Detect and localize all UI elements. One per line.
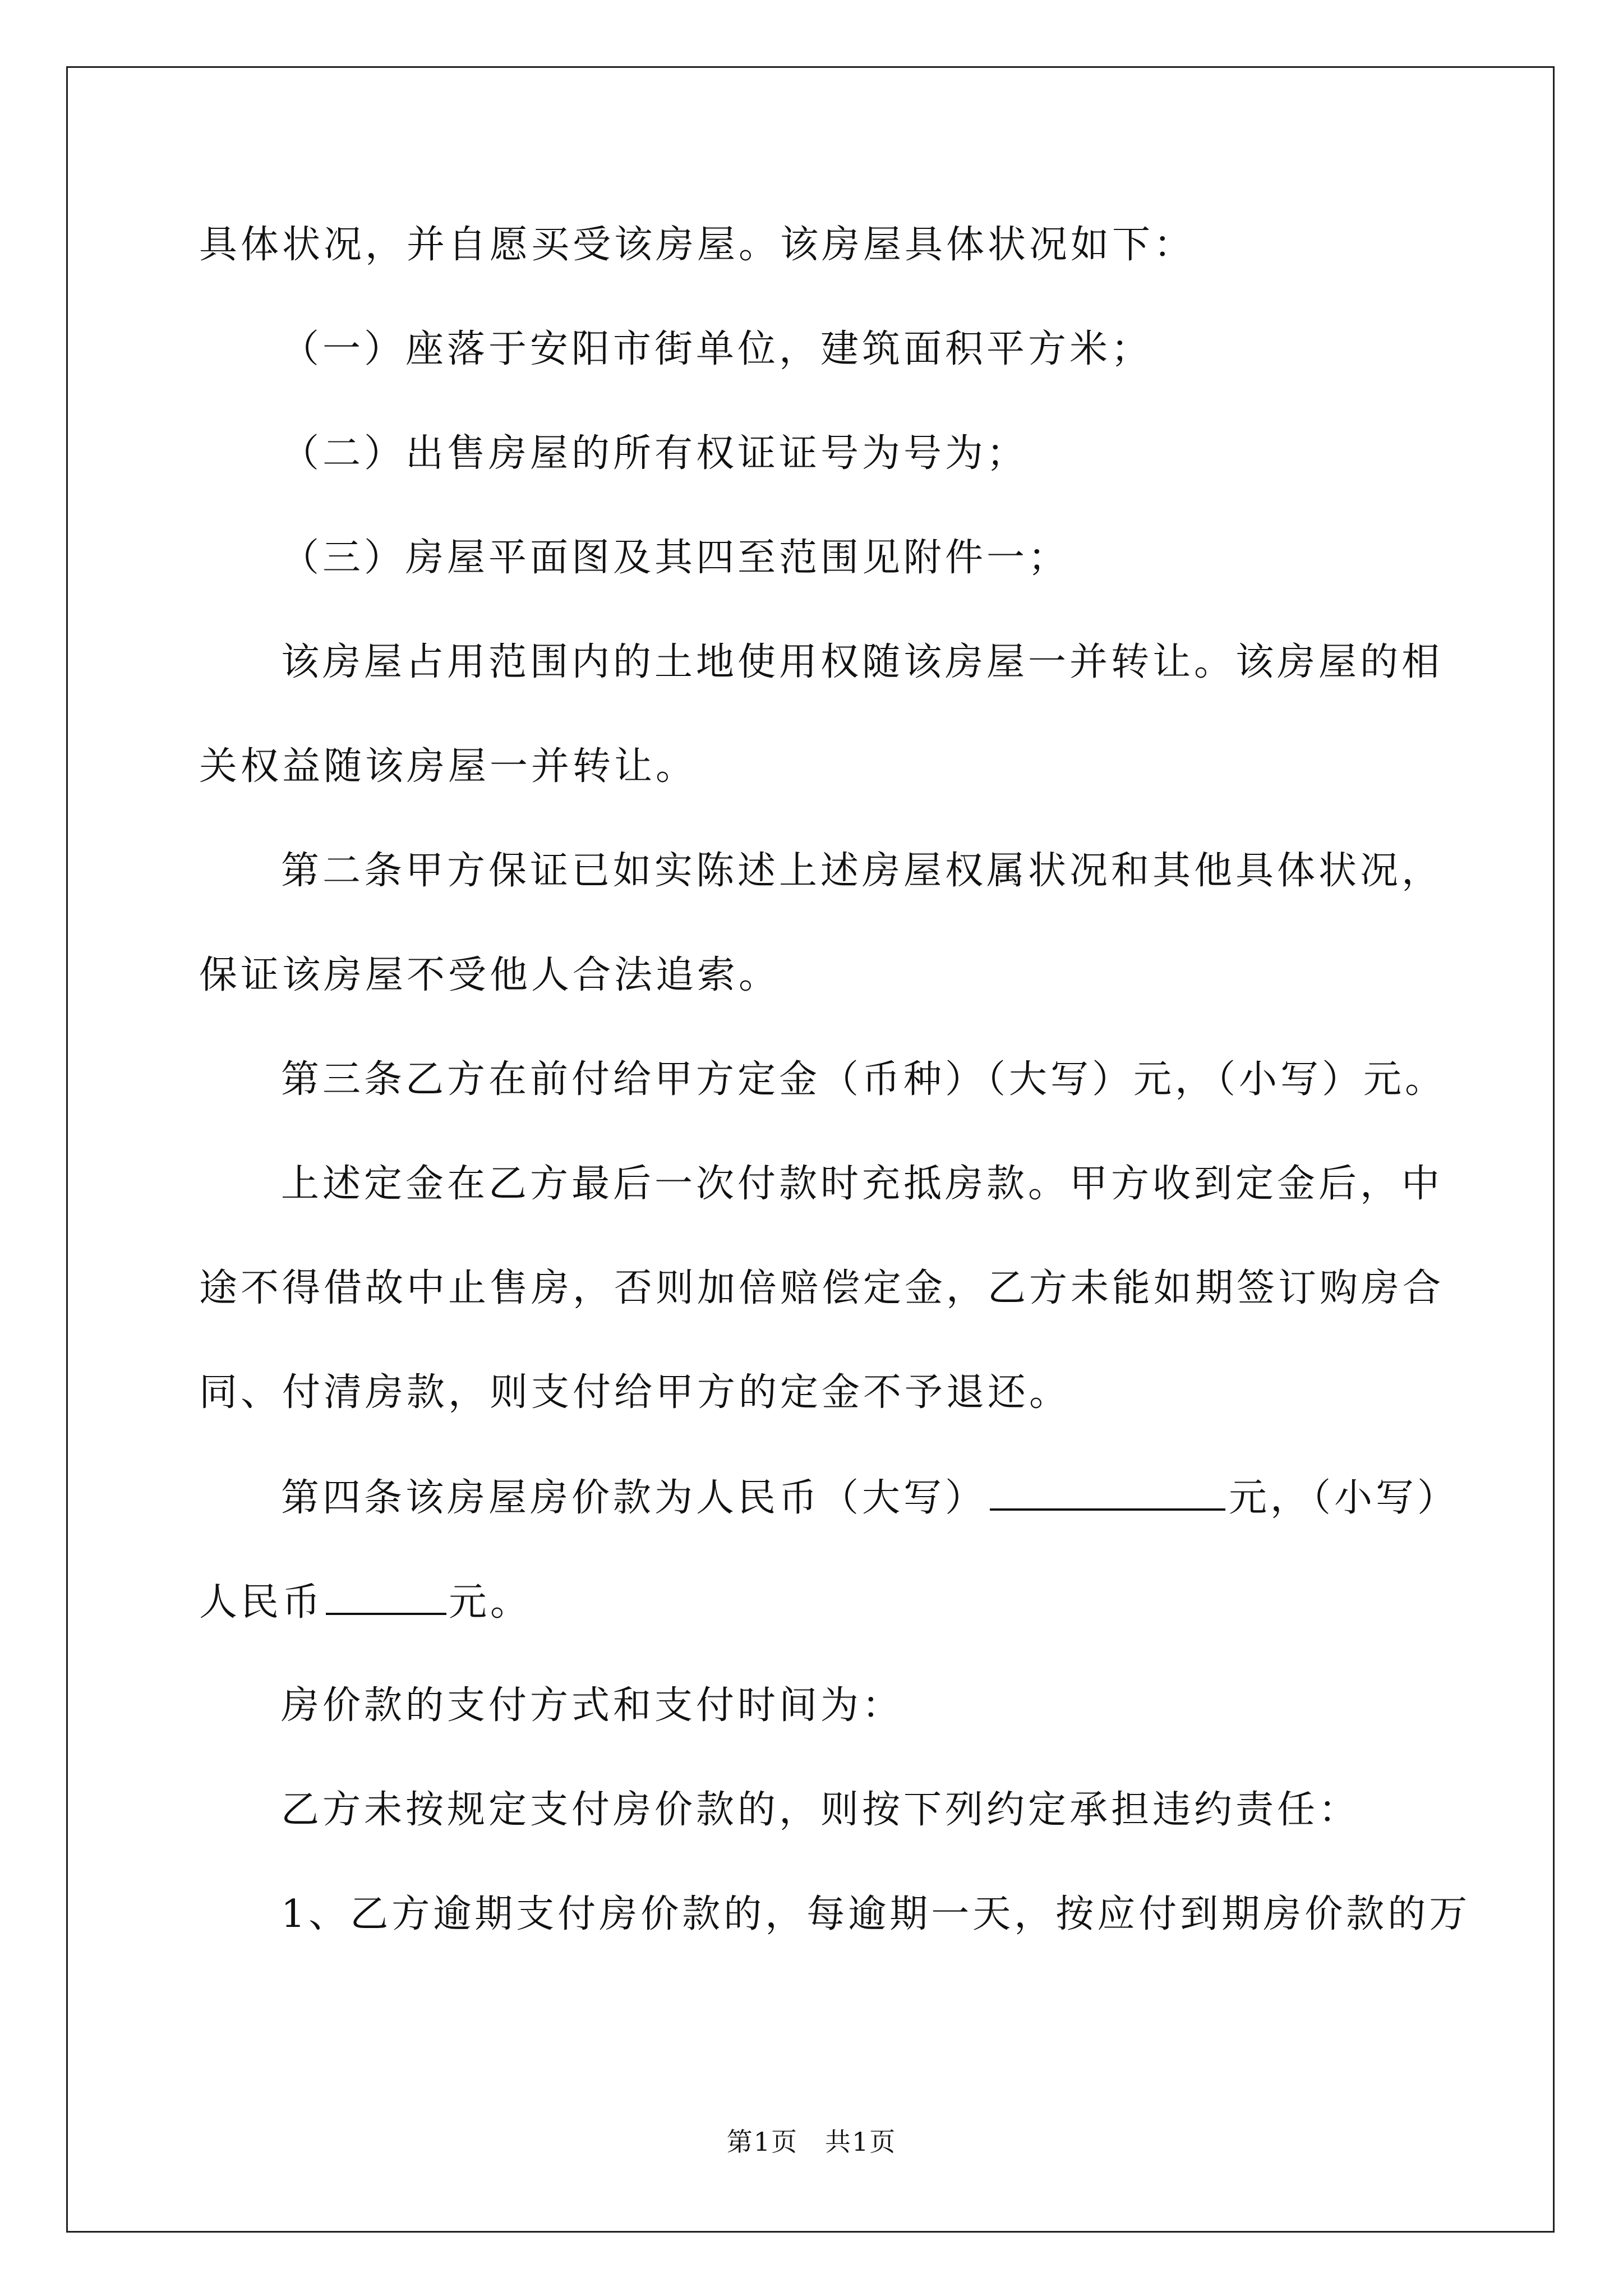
text-line: 关权益随该房屋一并转让。 xyxy=(199,744,698,789)
page-footer xyxy=(0,2126,1623,2157)
text-line: 同、付清房款，则支付给甲方的定金不予退还。 xyxy=(199,1370,1071,1415)
rmb-line-end: 元。 xyxy=(449,1580,532,1625)
text-line: 乙方未按规定支付房价款的，则按下列约定承担违约责任： xyxy=(281,1788,1361,1832)
rmb-blank-field[interactable] xyxy=(326,1579,446,1615)
text-line: 具体状况，并自愿买受该房屋。该房屋具体状况如下： xyxy=(199,223,1196,267)
price-line-end: 元，（小写） xyxy=(1229,1476,1459,1520)
text-line: 第二条甲方保证已如实陈述上述房屋权属状况和其他具体状况， xyxy=(281,849,1444,893)
price-line-start: 第四条该房屋房价款为人民币（大写） xyxy=(281,1476,987,1520)
text-line: （三）房屋平面图及其四至范围见附件一； xyxy=(281,536,1070,580)
text-line: 保证该房屋不受他人合法追索。 xyxy=(199,953,781,997)
text-line: 房价款的支付方式和支付时间为： xyxy=(281,1683,904,1728)
rmb-line xyxy=(199,1579,532,1625)
rmb-line-start: 人民币 xyxy=(199,1580,324,1625)
price-line xyxy=(281,1475,1459,1521)
text-line: 途不得借故中止售房，否则加倍赔偿定金，乙方未能如期签订购房合 xyxy=(199,1266,1445,1310)
text-line: 第三条乙方在前付给甲方定金（币种）（大写）元，（小写）元。 xyxy=(281,1057,1447,1102)
text-line: 该房屋占用范围内的土地使用权随该房屋一并转让。该房屋的相 xyxy=(281,640,1444,684)
page-total: 共1页 xyxy=(825,2127,897,2157)
price-blank-field[interactable] xyxy=(990,1475,1225,1511)
text-line: （二）出售房屋的所有权证证号为号为； xyxy=(281,431,1029,476)
text-line: 1、乙方逾期支付房价款的，每逾期一天，按应付到期房价款的万 xyxy=(281,1892,1471,1936)
text-line: 上述定金在乙方最后一次付款时充抵房款。甲方收到定金后，中 xyxy=(281,1162,1444,1206)
page-number: 第1页 xyxy=(726,2127,798,2157)
text-line: （一）座落于安阳市街单位，建筑面积平方米； xyxy=(281,327,1153,371)
